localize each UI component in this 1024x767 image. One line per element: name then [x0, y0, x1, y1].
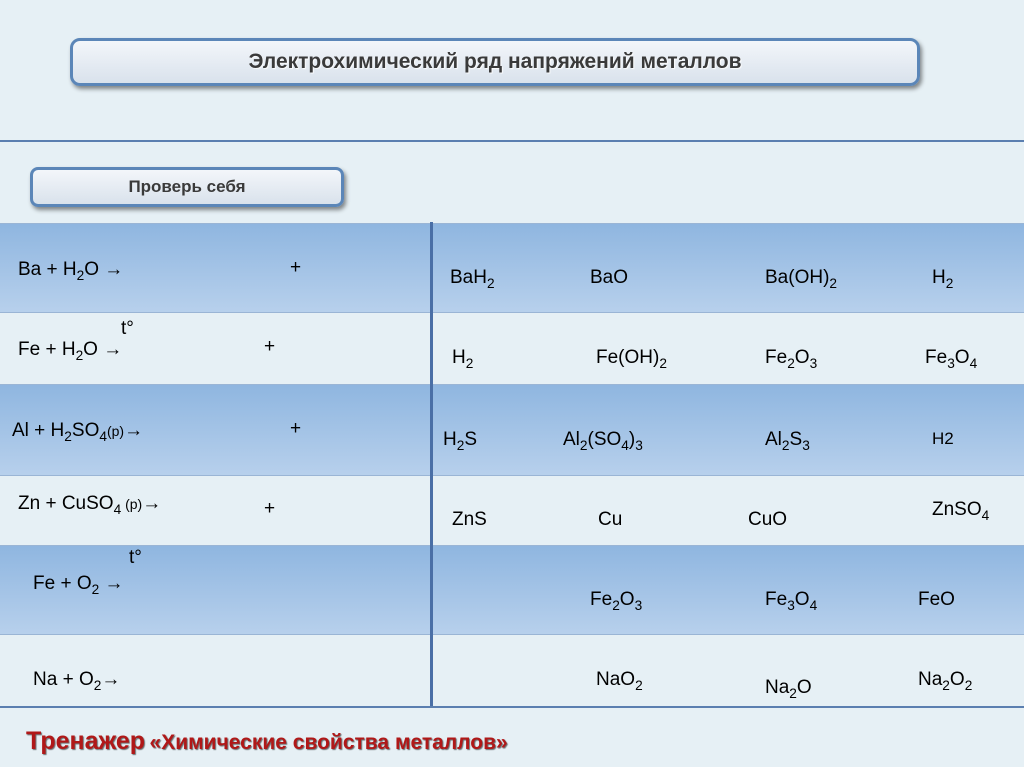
plus-2: + — [264, 336, 276, 357]
row-band-5 — [0, 545, 1024, 635]
footer-title — [26, 727, 508, 756]
product-2-4[interactable]: $Fe_3O_4$ — [925, 347, 978, 371]
product-3-1[interactable]: $H_2S$ — [443, 429, 478, 453]
product-6-1[interactable]: NaO$_2$ — [596, 669, 643, 693]
condition-5: t° — [129, 547, 142, 568]
product-6-3[interactable]: $Na_2O_2$ — [918, 669, 973, 693]
check-yourself-label: Проверь себя — [128, 177, 246, 196]
product-3-3[interactable]: $Al_2S_3$ — [765, 429, 810, 453]
product-4-1[interactable]: ZnS — [452, 509, 487, 530]
reaction-3: $Al + H_2SO_4(р)\to$ — [12, 420, 144, 444]
footer-trainer: Тренажер — [26, 727, 146, 755]
product-3-2[interactable]: $Al_2(SO_4)_3$ — [563, 429, 643, 453]
product-4-3[interactable]: CuO — [748, 509, 788, 530]
footer-subtitle: «Химические свойства металлов» — [149, 731, 508, 754]
product-2-2[interactable]: $Fe(OH)_2$ — [596, 347, 667, 371]
title-text: Электрохимический ряд напряжений металлов — [248, 50, 742, 73]
product-4-4[interactable]: ZnSO$_4$ — [932, 499, 990, 523]
product-6-2[interactable]: $Na_2O$ — [765, 677, 812, 701]
divider — [0, 140, 1024, 142]
plus-4: + — [264, 498, 276, 519]
plus-1: + — [290, 257, 302, 278]
bottom-divider — [0, 706, 1024, 708]
page-title — [70, 38, 920, 86]
reaction-6: $Na + O_2\to$ — [33, 669, 121, 693]
condition-2: t° — [121, 318, 134, 339]
product-1-2[interactable]: BaO — [590, 267, 629, 288]
row-band-3 — [0, 384, 1024, 476]
row-band-1 — [0, 223, 1024, 313]
product-5-2[interactable]: $Fe_3O_4$ — [765, 589, 818, 613]
product-5-1[interactable]: $Fe_2O_3$ — [590, 589, 643, 613]
product-1-3[interactable]: $Ba(OH)_2$ — [765, 267, 838, 291]
product-4-2[interactable]: Cu — [598, 509, 623, 530]
reaction-2: $Fe + H_2O$ → — [18, 339, 123, 363]
plus-3: + — [290, 418, 302, 439]
product-2-1[interactable]: $H_2$ — [452, 347, 474, 371]
check-yourself-button[interactable] — [30, 167, 344, 207]
reaction-4: Zn + CuSO$_4$ (р)→ — [18, 493, 162, 517]
product-2-3[interactable]: $Fe_2O_3$ — [765, 347, 818, 371]
product-3-4[interactable]: H2 — [932, 429, 954, 448]
product-1-4[interactable]: $H_2$ — [932, 267, 954, 291]
reaction-5: $Fe + O_2$ → — [33, 573, 124, 597]
product-5-3[interactable]: FeO — [918, 589, 955, 610]
reaction-1: $Ba + H_2O$ → — [18, 259, 124, 283]
column-divider — [430, 222, 433, 706]
product-1-1[interactable]: BaH$_2$ — [450, 267, 495, 291]
